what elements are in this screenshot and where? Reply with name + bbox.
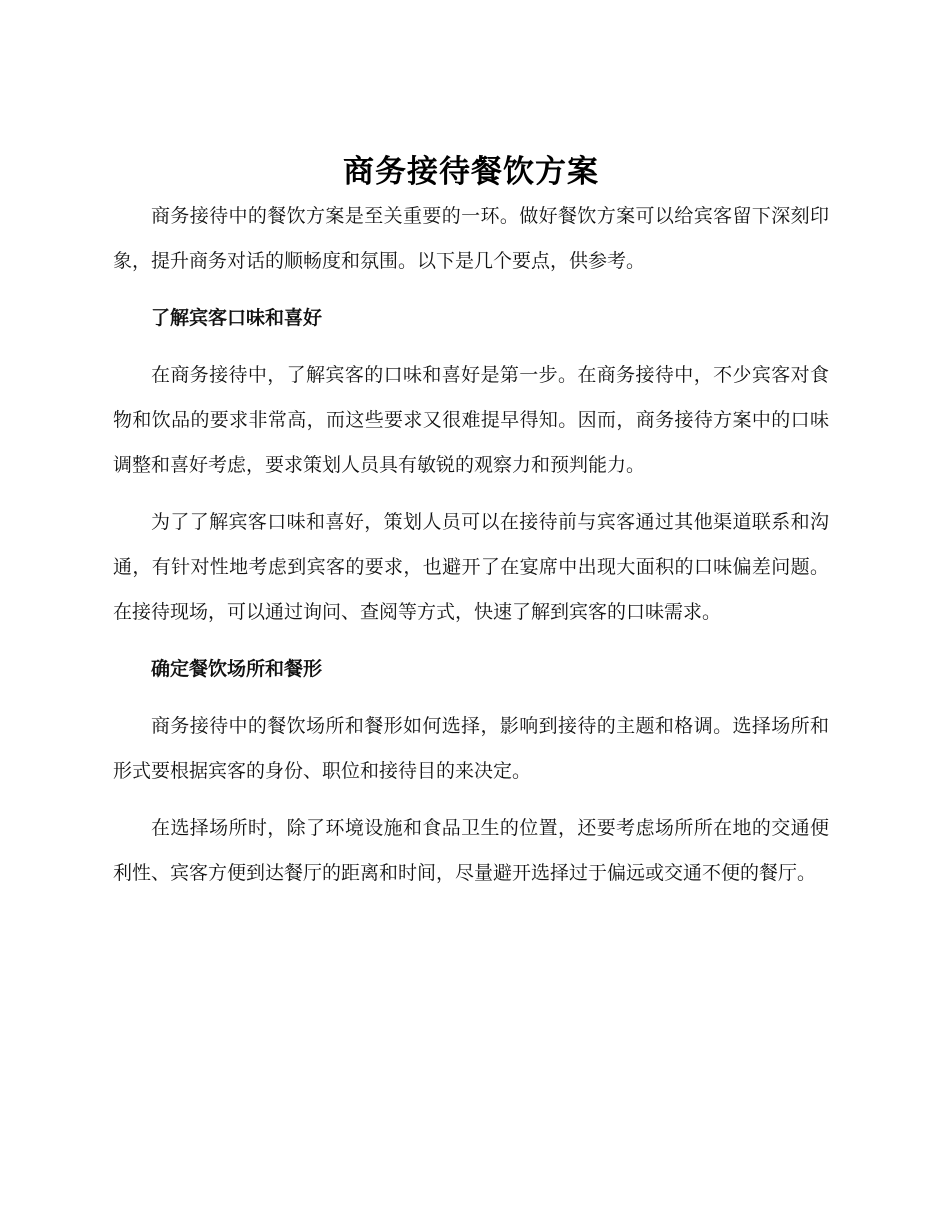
section-heading: 确定餐饮场所和餐形 <box>151 658 323 680</box>
section-paragraph: 为了了解宾客口味和喜好，策划人员可以在接待前与宾客通过其他渠道联系和沟通，有针对性地考虑到宾客的要求，也避开了在宴席中出现大面积的口味偏差问题。在接待现场，可以通过询问、查阅等方式，快速了解到宾客的口味需求。 <box>113 511 829 623</box>
section-paragraph: 在选择场所时，除了环境设施和食品卫生的位置，还要考虑场所所在地的交通便利性、宾客方便到达餐厅的距离和时间，尽量避开选择过于偏远或交通不便的餐厅。 <box>113 817 829 884</box>
document-title: 商务接待餐饮方案 <box>343 154 599 190</box>
intro-paragraph: 商务接待中的餐饮方案是至关重要的一环。做好餐饮方案可以给宾客留下深刻印象，提升商务对话的顺畅度和氛围。以下是几个要点，供参考。 <box>113 205 829 272</box>
document-body <box>113 150 829 908</box>
section-venue-and-format <box>113 647 829 896</box>
section-heading: 了解宾客口味和喜好 <box>151 307 323 329</box>
section-guest-preferences <box>113 296 829 635</box>
section-paragraph: 在商务接待中，了解宾客的口味和喜好是第一步。在商务接待中，不少宾客对食物和饮品的要求非常高，而这些要求又很难提早得知。因而，商务接待方案中的口味调整和喜好考虑，要求策划人员具有敏锐的观察力和预判能力。 <box>113 364 829 476</box>
section-paragraph: 商务接待中的餐饮场所和餐形如何选择，影响到接待的主题和格调。选择场所和形式要根据宾客的身份、职位和接待目的来决定。 <box>113 715 829 782</box>
